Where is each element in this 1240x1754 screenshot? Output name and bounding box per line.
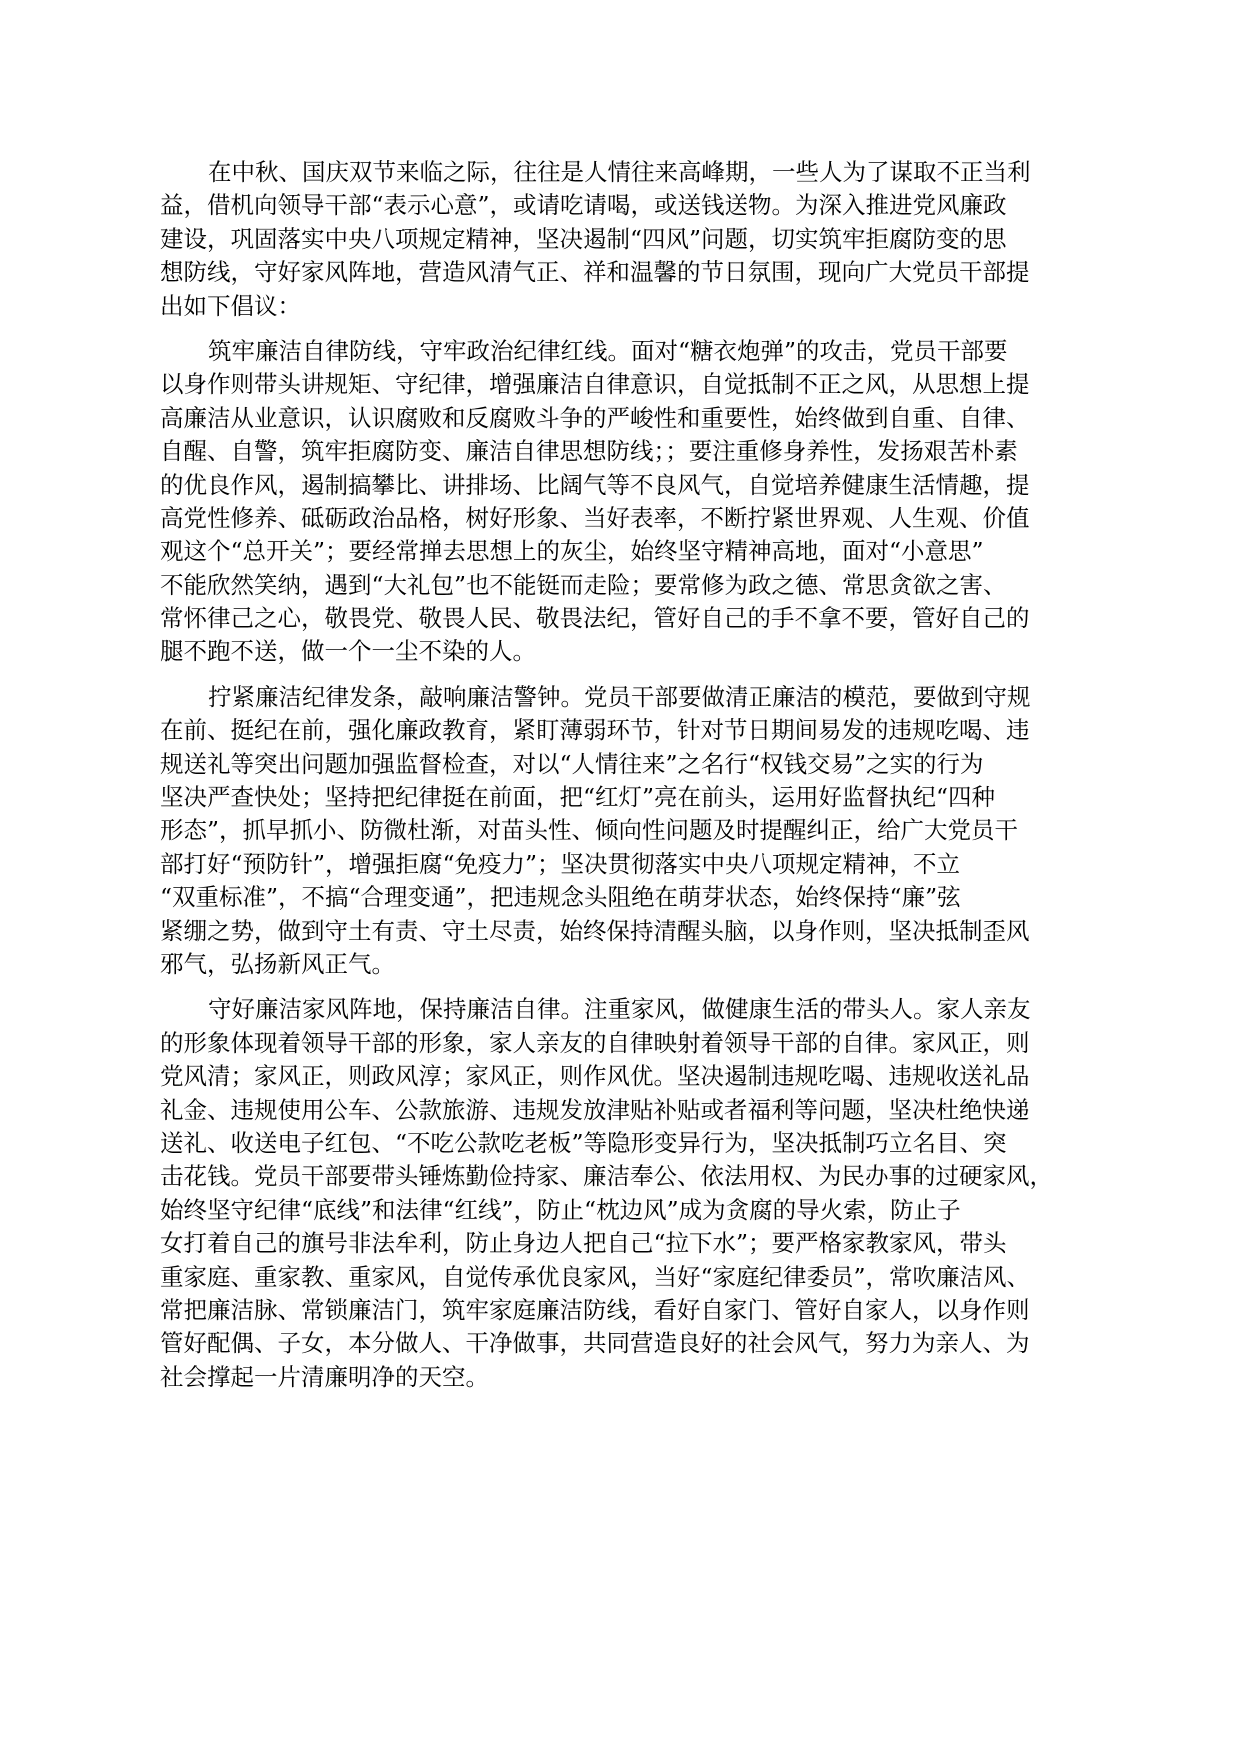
paragraph-line: 自醒、自警，筑牢拒腐防变、廉洁自律思想防线；；要注重修身养性，发扬艰苦朴素 bbox=[160, 437, 1018, 466]
paragraph-line: 的形象体现着领导干部的形象，家人亲友的自律映射着领导干部的自律。家风正，则 bbox=[160, 1028, 1030, 1057]
paragraph-line: 始终坚守纪律“底线”和法律“红线”，防止“枕边风”成为贪腐的导火索，防止子 bbox=[160, 1195, 961, 1224]
paragraph-line: 出如下倡议： bbox=[160, 291, 301, 320]
paragraph-line: 紧绷之势，做到守土有责、守土尽责，始终保持清醒头脑，以身作则，坚决抵制歪风 bbox=[160, 916, 1030, 945]
paragraph-line: 观这个“总开关”；要经常掸去思想上的灰尘，始终坚守精神高地，面对“小意思” bbox=[160, 537, 984, 566]
paragraph-line: 重家庭、重家教、重家风，自觉传承优良家风，当好“家庭纪律委员”，常吹廉洁风、 bbox=[160, 1262, 1031, 1291]
paragraph-line: 高廉洁从业意识，认识腐败和反腐败斗争的严峻性和重要性，始终做到自重、自律、 bbox=[160, 403, 1030, 432]
paragraph-line: 腿不跑不送，做一个一尘不染的人。 bbox=[160, 637, 536, 666]
paragraph-line: 击花钱。党员干部要带头锤炼勤俭持家、廉洁奉公、依法用权、为民办事的过硬家风， bbox=[160, 1162, 1053, 1191]
paragraph-line: 益，借机向领导干部“表示心意”，或请吃请喝，或送钱送物。为深入推进党风廉政 bbox=[160, 191, 1007, 220]
paragraph-1 bbox=[160, 156, 1100, 323]
paragraph-2 bbox=[160, 335, 1100, 669]
paragraph-line: 坚决严查快处；坚持把纪律挺在前面，把“红灯”亮在前头，运用好监督执纪“四种 bbox=[160, 783, 996, 812]
paragraph-line: 规送礼等突出问题加强监督检查，对以“人情往来”之名行“权钱交易”之实的行为 bbox=[160, 749, 984, 778]
paragraph-line: 筑牢廉洁自律防线，守牢政治纪律红线。面对“糖衣炮弹”的攻击，党员干部要 bbox=[208, 336, 1008, 365]
paragraph-line: “双重标准”，不搞“合理变通”，把违规念头阻绝在萌芽状态，始终保持“廉”弦 bbox=[160, 883, 961, 912]
paragraph-line: 部打好“预防针”，增强拒腐“免疫力”；坚决贯彻落实中央八项规定精神，不立 bbox=[160, 849, 961, 878]
paragraph-line: 以身作则带头讲规矩、守纪律，增强廉洁自律意识，自觉抵制不正之风，从思想上提 bbox=[160, 370, 1030, 399]
paragraph-line: 的优良作风，遏制搞攀比、讲排场、比阔气等不良风气，自觉培养健康生活情趣，提 bbox=[160, 470, 1030, 499]
paragraph-line: 管好配偶、子女，本分做人、干净做事，共同营造良好的社会风气，努力为亲人、为 bbox=[160, 1329, 1030, 1358]
paragraph-line: 常怀律己之心，敬畏党、敬畏人民、敬畏法纪，管好自己的手不拿不要，管好自己的 bbox=[160, 604, 1030, 633]
paragraph-line: 建设，巩固落实中央八项规定精神，坚决遏制“四风”问题，切实筑牢拒腐防变的思 bbox=[160, 224, 1007, 253]
paragraph-line: 守好廉洁家风阵地，保持廉洁自律。注重家风，做健康生活的带头人。家人亲友 bbox=[208, 995, 1031, 1024]
paragraph-3 bbox=[160, 681, 1100, 982]
paragraph-line: 在前、挺纪在前，强化廉政教育，紧盯薄弱环节，针对节日期间易发的违规吃喝、违 bbox=[160, 716, 1030, 745]
paragraph-line: 常把廉洁脉、常锁廉洁门，筑牢家庭廉洁防线，看好自家门、管好自家人，以身作则 bbox=[160, 1295, 1030, 1324]
paragraph-line: 在中秋、国庆双节来临之际，往往是人情往来高峰期，一些人为了谋取不正当利 bbox=[208, 158, 1031, 186]
paragraph-line: 礼金、违规使用公车、公款旅游、违规发放津贴补贴或者福利等问题，坚决杜绝快递 bbox=[160, 1095, 1030, 1124]
paragraph-line: 不能欣然笑纳，遇到“大礼包”也不能铤而走险；要常修为政之德、常思贪欲之害、 bbox=[160, 570, 1007, 599]
paragraph-line: 拧紧廉洁纪律发条，敲响廉洁警钟。党员干部要做清正廉洁的模范，要做到守规 bbox=[208, 682, 1031, 711]
paragraph-line: 想防线，守好家风阵地，营造风清气正、祥和温馨的节日氛围，现向广大党员干部提 bbox=[160, 258, 1030, 287]
paragraph-line: 党风清；家风正，则政风淳；家风正，则作风优。坚决遏制违规吃喝、违规收送礼品 bbox=[160, 1062, 1030, 1091]
paragraph-4 bbox=[160, 993, 1100, 1394]
paragraph-line: 邪气，弘扬新风正气。 bbox=[160, 949, 395, 978]
paragraph-line: 送礼、收送电子红包、“不吃公款吃老板”等隐形变异行为，坚决抵制巧立名目、突 bbox=[160, 1128, 1007, 1157]
document-body bbox=[160, 156, 1100, 1406]
paragraph-line: 形态”，抓早抓小、防微杜渐，对苗头性、倾向性问题及时提醒纠正，给广大党员干 bbox=[160, 816, 1019, 845]
paragraph-line: 社会撑起一片清廉明净的天空。 bbox=[160, 1362, 489, 1391]
paragraph-line: 女打着自己的旗号非法牟利，防止身边人把自己“拉下水”；要严格家教家风，带头 bbox=[160, 1229, 1007, 1258]
paragraph-line: 高党性修养、砥砺政治品格，树好形象、当好表率，不断拧紧世界观、人生观、价值 bbox=[160, 503, 1030, 532]
